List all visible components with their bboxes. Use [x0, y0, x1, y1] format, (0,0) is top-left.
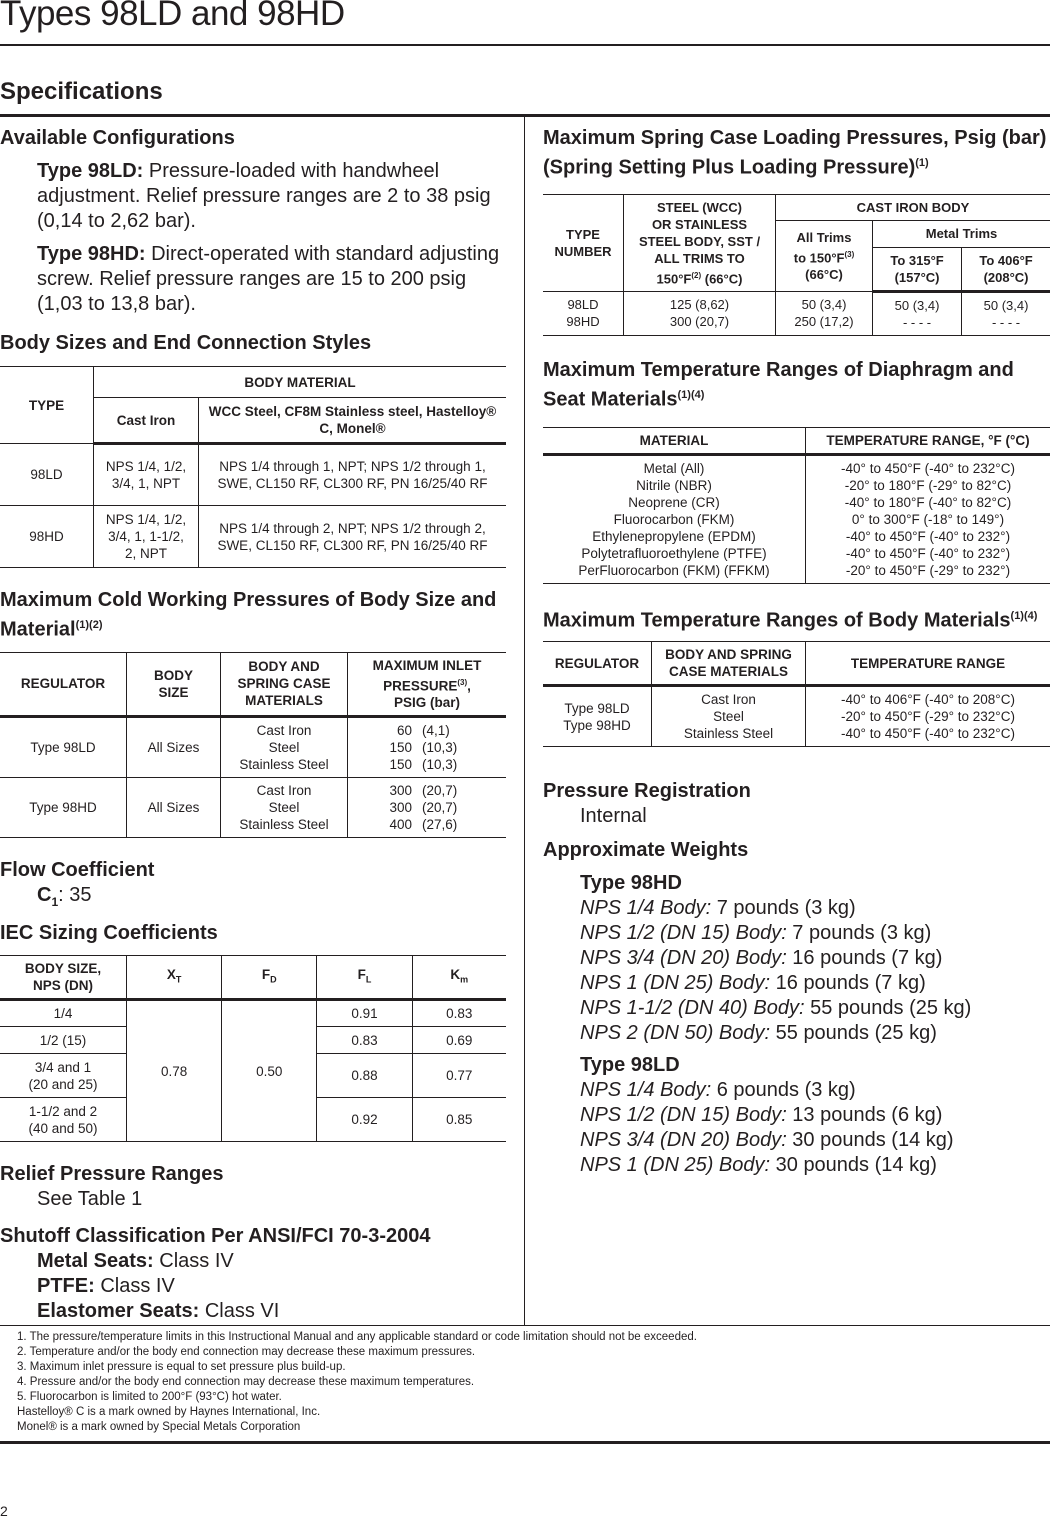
th-temperature-range: TEMPERATURE RANGE	[806, 642, 1050, 686]
footnote-ref: (2)	[691, 270, 702, 280]
km-sub: m	[460, 974, 469, 985]
cell-fl: 0.92	[317, 1098, 412, 1142]
iec-heading: IEC Sizing Coefficients	[0, 922, 218, 945]
th-regulator: REGULATOR	[543, 642, 652, 686]
weight-value: 6 pounds (3 kg)	[711, 1079, 856, 1102]
cell-body-size: All Sizes	[127, 778, 221, 838]
iec-table	[0, 955, 506, 1142]
inlet-label: MAXIMUM INLET PRESSURE	[372, 657, 482, 694]
column-divider	[524, 117, 525, 1325]
table-row	[0, 1000, 506, 1027]
shutoff-ptfe	[0, 1274, 506, 1299]
cell-pressure	[348, 778, 507, 838]
weight-label: NPS 1/2 (DN 15) Body:	[580, 922, 787, 945]
footnote-ref: (3)	[844, 249, 855, 259]
relief-text: See Table 1	[37, 1188, 143, 1211]
left-column	[0, 126, 506, 1324]
km-label: K	[450, 966, 461, 982]
weight-label: NPS 1/4 Body:	[580, 897, 712, 920]
th-fd	[222, 956, 317, 1000]
body-sizes-table	[0, 366, 506, 568]
trademark-note: Monel® is a mark owned by Special Metals Corporation	[17, 1421, 301, 1433]
footnote-ref: (3)	[457, 677, 468, 687]
config-98hd	[0, 242, 506, 317]
th-cast-iron: Cast Iron	[94, 398, 199, 444]
weight-label: NPS 1/2 (DN 15) Body:	[580, 1104, 787, 1127]
title-rule	[0, 44, 1050, 46]
th-xt	[127, 956, 222, 1000]
cell-size: 1/4	[0, 1000, 127, 1027]
weight-label: NPS 1 (DN 25) Body:	[580, 972, 771, 995]
th-wcc: WCC Steel, CF8M Stainless steel, Hastelloy® C, Monel®	[199, 398, 507, 444]
xt-label: X	[166, 966, 176, 982]
configs-heading: Available Configurations	[0, 127, 235, 149]
cell-to-315: 50 (3,4) - - - -	[873, 291, 962, 335]
config-text: Pressure-loaded with handwheel adjustment. Relief pressure ranges are 2 to 38 psig (0,14 to 2,62 bar).	[37, 160, 491, 232]
th-body-size: BODY SIZE	[127, 652, 221, 717]
inlet-unit: , PSIG (bar)	[393, 678, 471, 711]
cell-size: 1-1/2 and 2 (40 and 50)	[0, 1098, 127, 1142]
cell-materials: Cast Iron Steel Stainless Steel	[652, 686, 806, 747]
weight-item	[580, 996, 1050, 1021]
fd-sub: D	[270, 974, 277, 985]
body-temp-heading	[543, 604, 1050, 634]
weight-item	[580, 1078, 1050, 1103]
fl-label: F	[357, 966, 366, 982]
weight-label: NPS 3/4 (DN 20) Body:	[580, 947, 787, 970]
table-row	[0, 778, 506, 838]
shutoff-metal	[0, 1249, 506, 1274]
flow-heading: Flow Coefficient	[0, 859, 155, 882]
shutoff-value: Class IV	[153, 1250, 234, 1273]
cell-cast-iron: NPS 1/4, 1/2, 3/4, 1, NPT	[94, 444, 199, 506]
th-type: TYPE	[0, 367, 94, 444]
weight-value: 16 pounds (7 kg)	[770, 972, 926, 995]
xt-sub: T	[175, 974, 182, 985]
shutoff-value: Class VI	[199, 1300, 280, 1323]
weight-item	[580, 946, 1050, 971]
diaphragm-heading	[543, 358, 1050, 413]
cell-xt: 0.78	[127, 1000, 222, 1142]
cell-fl: 0.88	[317, 1054, 412, 1098]
cell-wcc: NPS 1/4 through 1, NPT; NPS 1/2 through 1, SWE, CL150 RF, CL300 RF, PN 16/25/40 RF	[199, 444, 507, 506]
cell-regulator: Type 98LD	[0, 717, 127, 778]
registration-text: Internal	[580, 805, 647, 828]
cell-materials: Cast Iron Steel Stainless Steel	[221, 717, 348, 778]
cell-ranges: -40° to 406°F (-40° to 208°C) -20° to 450°F (-29° to 232°C) -40° to 450°F (-40° to 232°C)	[806, 686, 1050, 747]
fl-sub: L	[365, 974, 372, 985]
registration-heading: Pressure Registration	[543, 780, 751, 803]
cell-pressure	[348, 717, 507, 778]
cell-km: 0.83	[412, 1000, 506, 1027]
cell-type: 98LD	[0, 444, 94, 506]
flow-number: : 35	[58, 884, 92, 907]
th-temperature-range: TEMPERATURE RANGE, °F (°C)	[806, 427, 1050, 454]
bar-values: (20,7) (20,7) (27,6)	[422, 783, 458, 833]
body-temp-table	[543, 641, 1050, 747]
cell-km: 0.77	[412, 1054, 506, 1098]
shutoff-value: Class IV	[94, 1275, 175, 1298]
page-title: Types 98LD and 98HD	[0, 0, 345, 33]
heading-text: Maximum Spring Case Loading Pressures, Psig (bar) (Spring Setting Plus Loading Pressure)	[543, 127, 1047, 179]
weight-label: NPS 1/4 Body:	[580, 1079, 712, 1102]
cell-all-trims: 50 (3,4) 250 (17,2)	[776, 291, 873, 335]
footnote-ref: (1)	[915, 157, 929, 169]
weight-item	[580, 971, 1050, 996]
weight-item	[580, 1021, 1050, 1046]
table-row	[0, 506, 506, 568]
shutoff-heading: Shutoff Classification Per ANSI/FCI 70-3-2004	[0, 1225, 431, 1248]
cell-regulators: Type 98LD Type 98HD	[543, 686, 652, 747]
weight-label: NPS 3/4 (DN 20) Body:	[580, 1129, 787, 1152]
weight-value: 30 pounds (14 kg)	[786, 1129, 954, 1152]
th-material: MATERIAL	[543, 427, 806, 454]
cell-type: 98HD	[0, 506, 94, 568]
steel-unit: (66°C)	[701, 270, 743, 286]
weight-item	[580, 921, 1050, 946]
page-number: 2	[0, 1503, 8, 1519]
cell-regulator: Type 98HD	[0, 778, 127, 838]
psig-values: 300 300 400	[389, 783, 412, 833]
weights-type: Type 98LD	[580, 1054, 680, 1077]
psig-values: 60 150 150	[389, 723, 412, 773]
footnote-ref: (1)(2)	[75, 619, 103, 631]
config-text: Direct-operated with standard adjusting screw. Relief pressure ranges are 15 to 200 psig (1,03 to 13,8 bar).	[37, 243, 500, 315]
cell-materials: Cast Iron Steel Stainless Steel	[221, 778, 348, 838]
config-label: Type 98HD:	[37, 243, 146, 265]
footnotes	[0, 1325, 1050, 1444]
spring-case-table	[543, 194, 1050, 336]
weight-value: 30 pounds (14 kg)	[770, 1154, 937, 1177]
config-98ld	[0, 159, 506, 234]
cell-wcc: NPS 1/4 through 2, NPT; NPS 1/2 through 2, SWE, CL150 RF, CL300 RF, PN 16/25/40 RF	[199, 506, 507, 568]
footnote: 4. Pressure and/or the body end connection may decrease these maximum temperatures.	[17, 1376, 475, 1388]
th-cast-iron-body: CAST IRON BODY	[776, 194, 1050, 220]
flow-sub: 1	[51, 895, 59, 910]
weights-98hd	[543, 871, 1050, 1046]
cold-working-table	[0, 652, 506, 839]
flow-label: C	[37, 884, 52, 907]
weight-item	[580, 1103, 1050, 1128]
steel-label: STEEL (WCC) OR STAINLESS STEEL BODY, SST / ALL TRIMS TO 150°F	[638, 199, 761, 286]
shutoff-label: PTFE:	[37, 1275, 95, 1298]
heading-text: Maximum Temperature Ranges of Body Materials	[543, 609, 1011, 632]
table-row	[543, 686, 1050, 747]
th-fl	[317, 956, 412, 1000]
heading-text: Maximum Temperature Ranges of Diaphragm and Seat Materials	[543, 358, 1014, 411]
weights-98ld	[543, 1053, 1050, 1178]
cell-cast-iron: NPS 1/4, 1/2, 3/4, 1, 1-1/2, 2, NPT	[94, 506, 199, 568]
section-title: Specifications	[0, 78, 163, 105]
all-trims-unit: (66°C)	[805, 266, 843, 282]
heading-text: Maximum Cold Working Pressures of Body Size and Material	[0, 589, 497, 641]
weight-value: 7 pounds (3 kg)	[786, 922, 932, 945]
weight-value: 13 pounds (6 kg)	[786, 1104, 943, 1127]
cell-materials: Metal (All) Nitrile (NBR) Neoprene (CR) Fluorocarbon (FKM) Ethylenepropylene (EPDM) Polytetrafluoroethylene (PTFE) PerFluorocarbon (FKM) (FFKM)	[543, 454, 806, 583]
footnote-ref: (1)(4)	[1010, 609, 1038, 622]
footnote: 5. Fluorocarbon is limited to 200°F (93°C) hot water.	[17, 1391, 282, 1403]
weight-item	[580, 1153, 1050, 1178]
cell-to-406: 50 (3,4) - - - -	[962, 291, 1050, 335]
cold-working-heading	[0, 588, 506, 643]
th-type-number: TYPE NUMBER	[543, 194, 624, 291]
cell-size: 1/2 (15)	[0, 1027, 127, 1054]
weight-item	[580, 1128, 1050, 1153]
trademark-note: Hastelloy® C is a mark owned by Haynes International, Inc.	[17, 1406, 321, 1418]
right-column	[543, 126, 1050, 1178]
cell-fl: 0.83	[317, 1027, 412, 1054]
footnote: 2. Temperature and/or the body end connection may decrease these maximum pressures.	[17, 1346, 476, 1358]
spring-case-heading	[543, 126, 1050, 181]
weights-heading: Approximate Weights	[543, 839, 749, 862]
weight-value: 7 pounds (3 kg)	[711, 897, 856, 920]
th-materials: BODY AND SPRING CASE MATERIALS	[652, 642, 806, 686]
all-trims-label: All Trims to 150°F	[793, 229, 852, 265]
cell-ranges: -40° to 450°F (-40° to 232°C) -20° to 180°F (-29° to 82°C) -40° to 180°F (-40° to 82°C) 0° to 300°F (-18° to 149°) -40° to 450°F (-40° to 232°) -40° to 450°F (-40° to 232°) -20° to 450°F (-29° to 232°)	[806, 454, 1050, 583]
cell-body-size: All Sizes	[127, 717, 221, 778]
config-label: Type 98LD:	[37, 160, 144, 182]
th-to-406: To 406°F (208°C)	[962, 247, 1050, 291]
weight-label: NPS 1-1/2 (DN 40) Body:	[580, 997, 805, 1020]
shutoff-label: Metal Seats:	[37, 1250, 154, 1273]
th-materials: BODY AND SPRING CASE MATERIALS	[221, 652, 348, 717]
footnote: 1. The pressure/temperature limits in this Instructional Manual and any applicable standard or code limitation should not be exceeded.	[17, 1331, 697, 1343]
shutoff-label: Elastomer Seats:	[37, 1300, 200, 1323]
weight-label: NPS 1 (DN 25) Body:	[580, 1154, 771, 1177]
weight-label: NPS 2 (DN 50) Body:	[580, 1022, 771, 1045]
weight-value: 55 pounds (25 kg)	[804, 997, 972, 1020]
th-body-size: BODY SIZE, NPS (DN)	[0, 956, 127, 1000]
th-metal-trims: Metal Trims	[873, 220, 1050, 247]
bar-values: (4,1) (10,3) (10,3)	[422, 723, 458, 773]
cell-fd: 0.50	[222, 1000, 317, 1142]
section-rule	[0, 114, 1050, 117]
th-km	[412, 956, 506, 1000]
weight-value: 55 pounds (25 kg)	[770, 1022, 937, 1045]
th-all-trims	[776, 220, 873, 291]
diaphragm-table	[543, 427, 1050, 584]
weights-type: Type 98HD	[580, 872, 682, 895]
table-row	[0, 444, 506, 506]
th-regulator: REGULATOR	[0, 652, 127, 717]
shutoff-elastomer	[0, 1299, 506, 1324]
cell-fl: 0.91	[317, 1000, 412, 1027]
weight-item	[580, 896, 1050, 921]
cell-steel: 125 (8,62) 300 (20,7)	[624, 291, 776, 335]
th-to-315: To 315°F (157°C)	[873, 247, 962, 291]
table-row	[543, 454, 1050, 583]
cell-km: 0.69	[412, 1027, 506, 1054]
weight-value: 16 pounds (7 kg)	[786, 947, 943, 970]
table-row	[0, 717, 506, 778]
fd-label: F	[261, 966, 271, 982]
cell-km: 0.85	[412, 1098, 506, 1142]
th-steel	[624, 194, 776, 291]
th-inlet-pressure	[348, 652, 507, 717]
footnote-ref: (1)(4)	[677, 388, 705, 401]
cell-size: 3/4 and 1 (20 and 25)	[0, 1054, 127, 1098]
flow-value	[0, 883, 506, 915]
cell-type: 98LD 98HD	[543, 291, 624, 335]
relief-heading: Relief Pressure Ranges	[0, 1163, 224, 1186]
footnote: 3. Maximum inlet pressure is equal to set pressure plus build-up.	[17, 1361, 346, 1373]
table-row	[543, 291, 1050, 335]
body-sizes-heading: Body Sizes and End Connection Styles	[0, 332, 372, 354]
th-body-material: BODY MATERIAL	[94, 367, 507, 398]
